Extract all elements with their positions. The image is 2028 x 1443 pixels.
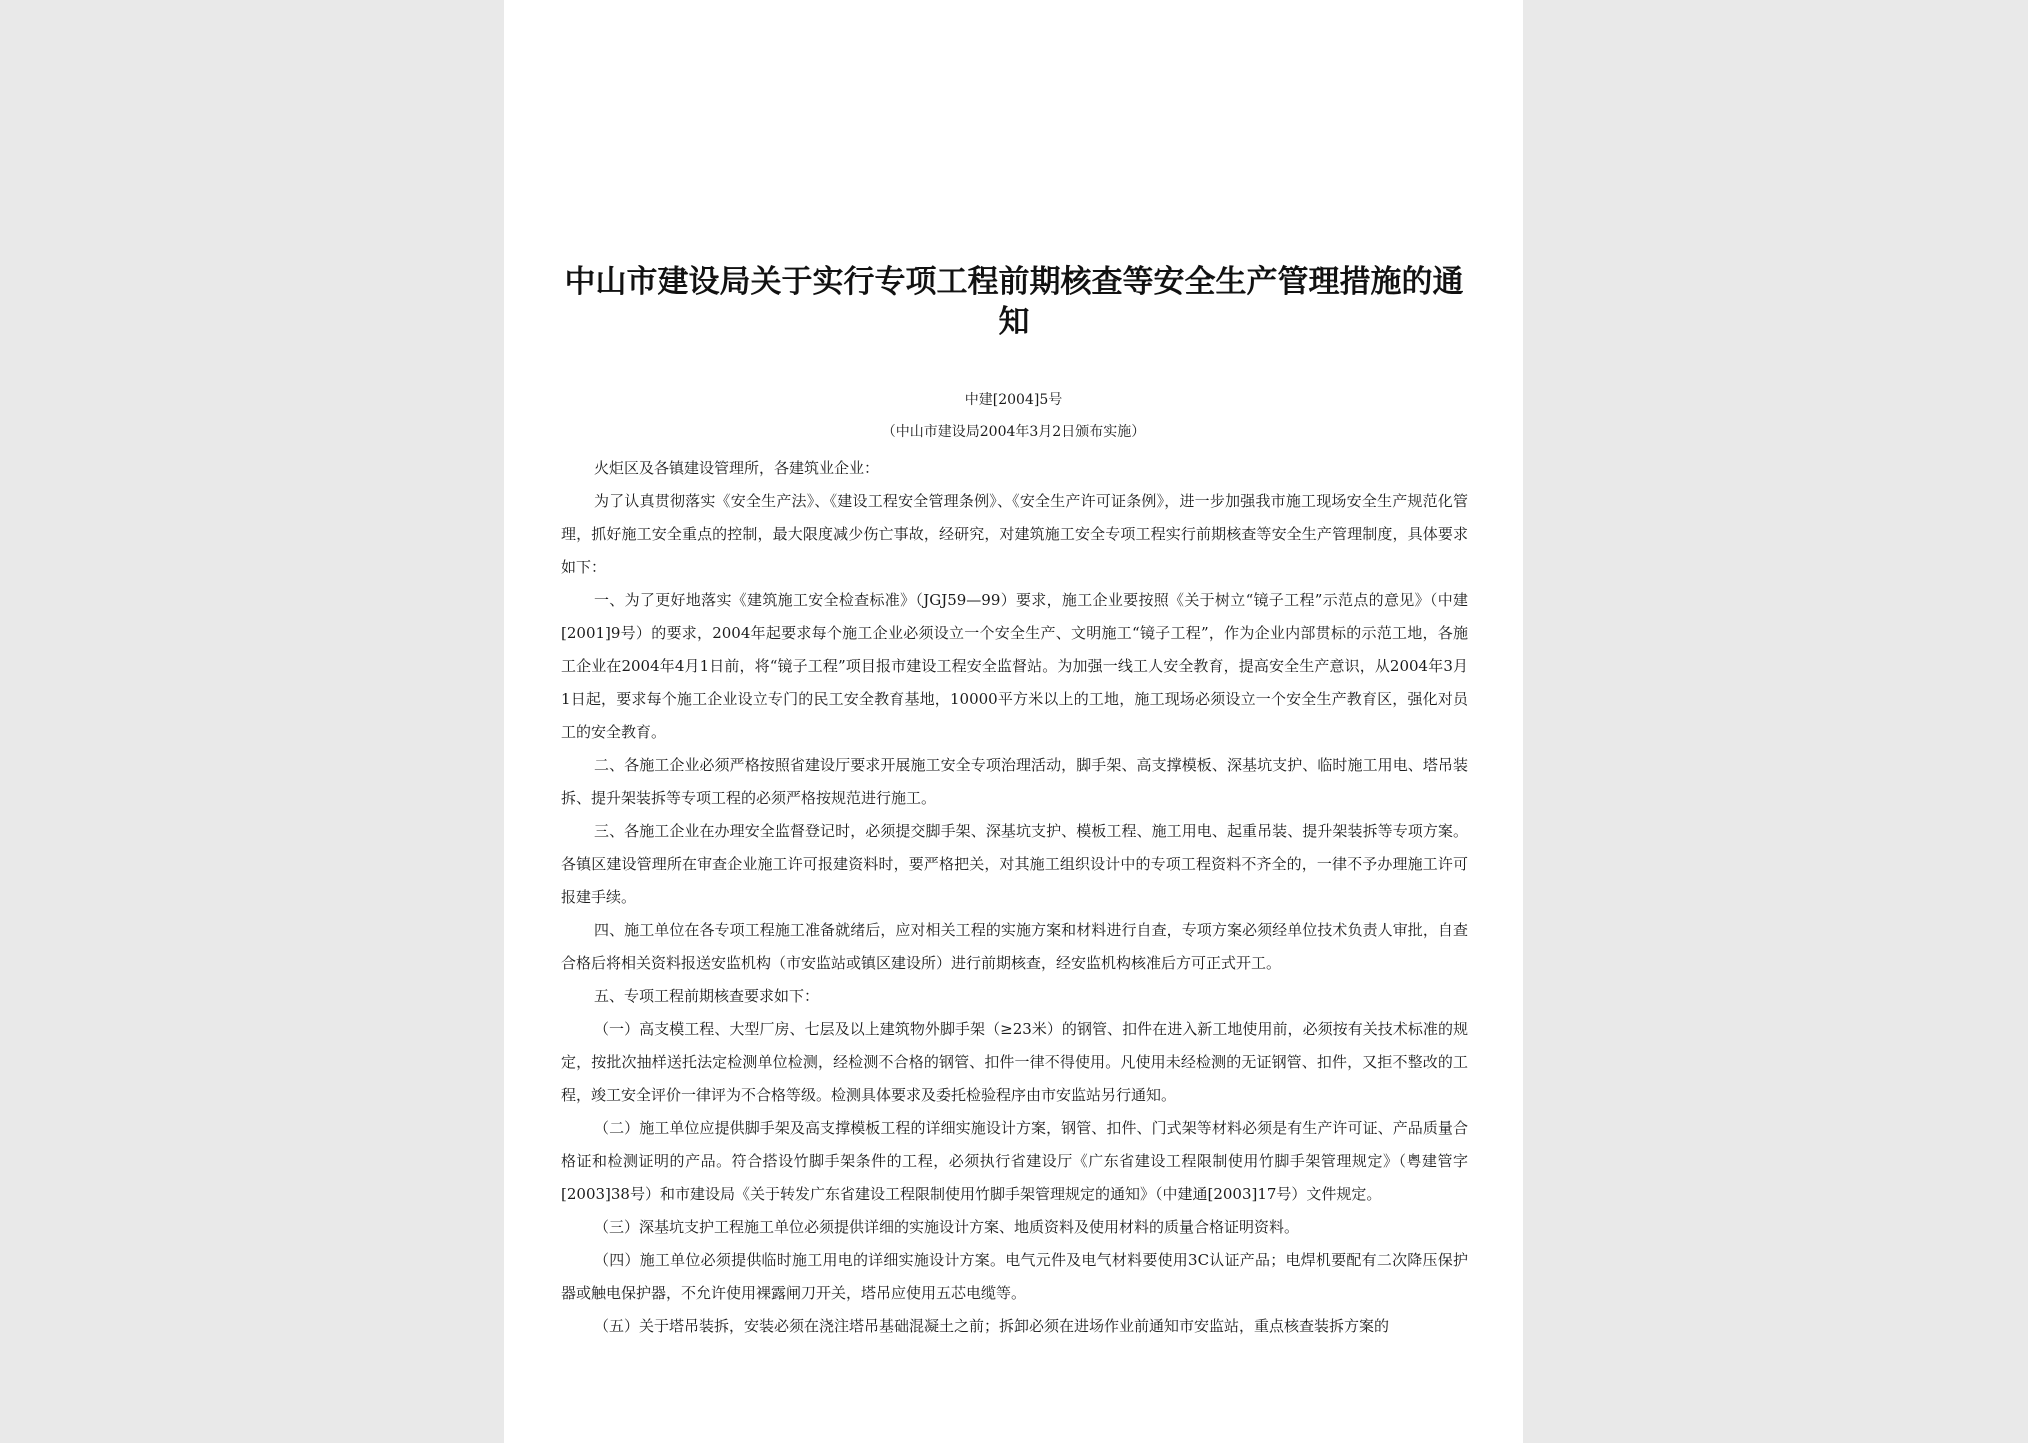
document-title: 中山市建设局关于实行专项工程前期核查等安全生产管理措施的通知 [564,264,1464,340]
subclause-4-paragraph: （四）施工单位必须提供临时施工用电的详细实施设计方案。电气元件及电气材料要使用3C认证产品；电焊机要配有二次降压保护器或触电保护器，不允许使用裸露闸刀开关，塔吊应使用五芯电缆等。 [561,1251,1468,1302]
document-page [504,0,1523,1443]
clause-2-paragraph: 二、各施工企业必须严格按照省建设厅要求开展施工安全专项治理活动，脚手架、高支撑模板、深基坑支护、临时施工用电、塔吊装拆、提升架装拆等专项工程的必须严格按规范进行施工。 [561,756,1468,807]
clause-1-paragraph: 一、为了更好地落实《建筑施工安全检查标准》（JGJ59—99）要求，施工企业要按照《关于树立“镜子工程”示范点的意见》（中建[2001]9号）的要求，2004年起要求每个施工企业必须设立一个安全生产、文明施工“镜子工程”，作为企业内部贯标的示范工地，各施工企业在2004年4月1日前，将“镜子工程”项目报市建设工程安全监督站。为加强一线工人安全教育，提高安全生产意识，从2004年3月1日起，要求每个施工企业设立专门的民工安全教育基地，10000平方米以上的工地，施工现场必须设立一个安全生产教育区，强化对员工的安全教育。 [561,591,1468,741]
issue-note: （中山市建设局2004年3月2日颁布实施） [881,424,1146,440]
subclause-1-paragraph: （一）高支模工程、大型厂房、七层及以上建筑物外脚手架（≥23米）的钢管、扣件在进入新工地使用前，必须按有关技术标准的规定，按批次抽样送托法定检测单位检测，经检测不合格的钢管、扣件一律不得使用。凡使用未经检测的无证钢管、扣件，又拒不整改的工程，竣工安全评价一律评为不合格等级。检测具体要求及委托检验程序由市安监站另行通知。 [561,1020,1468,1104]
subclause-5-paragraph: （五）关于塔吊装拆，安装必须在浇注塔吊基础混凝土之前；拆卸必须在进场作业前通知市安监站，重点核查装拆方案的 [594,1317,1390,1335]
document-body [561,452,1468,1343]
intro-paragraph: 为了认真贯彻落实《安全生产法》、《建设工程安全管理条例》、《安全生产许可证条例》，进一步加强我市施工现场安全生产规范化管理，抓好施工安全重点的控制，最大限度减少伤亡事故，经研究，对建筑施工安全专项工程实行前期核查等安全生产管理制度，具体要求如下： [561,492,1468,576]
subclause-2-paragraph: （二）施工单位应提供脚手架及高支撑模板工程的详细实施设计方案，钢管、扣件、门式架等材料必须是有生产许可证、产品质量合格证和检测证明的产品。符合搭设竹脚手架条件的工程，必须执行省建设厅《广东省建设工程限制使用竹脚手架管理规定》（粤建管字[2003]38号）和市建设局《关于转发广东省建设工程限制使用竹脚手架管理规定的通知》（中建通[2003]17号）文件规定。 [561,1119,1468,1203]
clause-5-heading: 五、专项工程前期核查要求如下： [594,987,820,1005]
document-number: 中建[2004]5号 [964,392,1063,408]
subclause-3-paragraph: （三）深基坑支护工程施工单位必须提供详细的实施设计方案、地质资料及使用材料的质量合格证明资料。 [594,1218,1300,1236]
clause-3-paragraph: 三、各施工企业在办理安全监督登记时，必须提交脚手架、深基坑支护、模板工程、施工用电、起重吊装、提升架装拆等专项方案。各镇区建设管理所在审查企业施工许可报建资料时，要严格把关，对其施工组织设计中的专项工程资料不齐全的，一律不予办理施工许可报建手续。 [561,822,1468,906]
clause-4-paragraph: 四、施工单位在各专项工程施工准备就绪后，应对相关工程的实施方案和材料进行自查，专项方案必须经单位技术负责人审批，自查合格后将相关资料报送安监机构（市安监站或镇区建设所）进行前期核查，经安监机构核准后方可正式开工。 [561,921,1468,972]
salutation: 火炬区及各镇建设管理所，各建筑业企业： [594,459,880,477]
